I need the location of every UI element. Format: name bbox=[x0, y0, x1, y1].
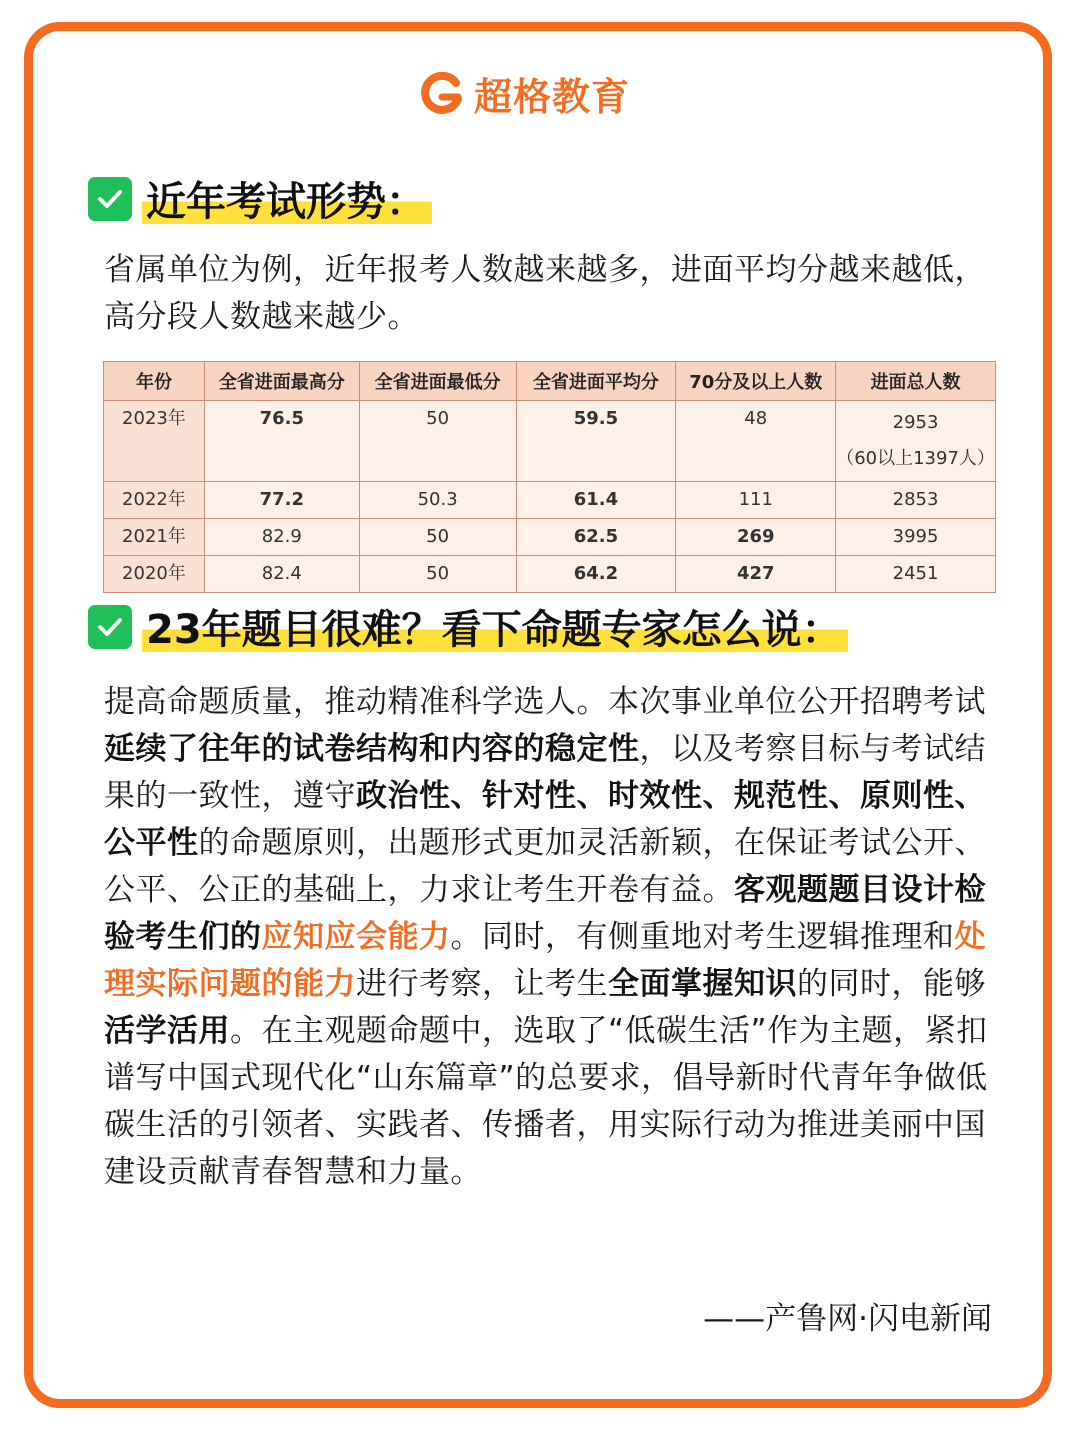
min-score-cell: 50.3 bbox=[359, 482, 516, 519]
text-run: 。在主观题命题中，选取了“低碳生活”作为主题，紧扣谱写中国式现代化“山东篇章”的总要求，倡导新时代青年争做低碳生活的引领者、实践者、传播者，用实际行动为推进美丽中国建设贡献青春智慧和力量。 bbox=[104, 1013, 988, 1190]
year-cell: 2022年 bbox=[104, 482, 205, 519]
intro-paragraph: 省属单位为例，近年报考人数越来越多，进面平均分越来越低，高分段人数越来越少。 bbox=[104, 252, 986, 335]
over70-cell: 269 bbox=[676, 519, 836, 556]
bold-text-run: 活学活用 bbox=[104, 1013, 230, 1049]
highlight-text-run: 处理实际问题的能力 bbox=[104, 919, 986, 1002]
table-header: 70分及以上人数 bbox=[676, 362, 836, 401]
table-row bbox=[104, 482, 996, 519]
bold-text-run: 政治性、针对性、时效性、规范性、原则性、公平性 bbox=[104, 778, 986, 861]
over70-cell: 111 bbox=[676, 482, 836, 519]
bold-text-run: 客观题题目设计检验考生们的 bbox=[104, 872, 986, 955]
max-score-cell: 76.5 bbox=[204, 401, 359, 482]
section-heading-expert-view bbox=[88, 598, 848, 655]
avg-score-cell: 61.4 bbox=[516, 482, 676, 519]
avg-score-cell: 64.2 bbox=[516, 556, 676, 593]
section-heading-exam-trend bbox=[88, 170, 432, 227]
total-cell: 2853 bbox=[836, 482, 996, 519]
table-row bbox=[104, 401, 996, 482]
text-run: 进行考察，让考生 bbox=[356, 966, 608, 1002]
total-value: 2953 bbox=[892, 412, 939, 433]
max-score-cell: 82.4 bbox=[204, 556, 359, 593]
min-score-cell: 50 bbox=[359, 556, 516, 593]
total-note: （60以上1397人） bbox=[836, 448, 995, 469]
table-row bbox=[104, 556, 996, 593]
expert-paragraph bbox=[104, 679, 1000, 1196]
avg-score-cell: 59.5 bbox=[516, 401, 676, 482]
text-run: 的同时，能够 bbox=[797, 966, 986, 1002]
text-run: 。同时，有侧重地对考生逻辑推理和 bbox=[450, 919, 955, 955]
total-cell: 2451 bbox=[836, 556, 996, 593]
text-run: 提高命题质量，推动精准科学选人。本次事业单位公开招聘考试 bbox=[104, 684, 986, 720]
avg-score-cell: 62.5 bbox=[516, 519, 676, 556]
total-cell bbox=[836, 401, 996, 482]
section-title: 23年题目很难？看下命题专家怎么说： bbox=[142, 598, 848, 655]
over70-cell: 48 bbox=[676, 401, 836, 482]
score-table bbox=[103, 361, 996, 593]
table-header: 年份 bbox=[104, 362, 205, 401]
min-score-cell: 50 bbox=[359, 401, 516, 482]
table-header: 进面总人数 bbox=[836, 362, 996, 401]
table-header: 全省进面平均分 bbox=[516, 362, 676, 401]
brand-logo bbox=[416, 66, 630, 121]
max-score-cell: 77.2 bbox=[204, 482, 359, 519]
text-run: 的命题原则，出题形式更加灵活新颖，在保证考试公开、公平、公正的基础上，力求让考生开卷有益。 bbox=[104, 825, 986, 908]
section-title: 近年考试形势： bbox=[142, 170, 432, 227]
table-header: 全省进面最低分 bbox=[359, 362, 516, 401]
min-score-cell: 50 bbox=[359, 519, 516, 556]
text-run: ，以及考察目标与考试结果的一致性，遵守 bbox=[104, 731, 986, 814]
bold-text-run: 全面掌握知识 bbox=[608, 966, 797, 1002]
table-header: 全省进面最高分 bbox=[204, 362, 359, 401]
highlight-text-run: 应知应会能力 bbox=[261, 919, 451, 955]
total-cell: 3995 bbox=[836, 519, 996, 556]
year-cell: 2021年 bbox=[104, 519, 205, 556]
checkmark-icon bbox=[88, 177, 132, 221]
table-header-row bbox=[104, 362, 996, 401]
source-attribution: ——产鲁网·闪电新闻 bbox=[703, 1301, 992, 1337]
year-cell: 2020年 bbox=[104, 556, 205, 593]
checkmark-icon bbox=[88, 605, 132, 649]
table-row bbox=[104, 519, 996, 556]
over70-cell: 427 bbox=[676, 556, 836, 593]
brand-name: 超格教育 bbox=[474, 75, 631, 119]
year-cell: 2023年 bbox=[104, 401, 205, 482]
max-score-cell: 82.9 bbox=[204, 519, 359, 556]
brand-logo-icon bbox=[416, 69, 466, 119]
bold-text-run: 延续了往年的试卷结构和内容的稳定性 bbox=[104, 731, 640, 767]
